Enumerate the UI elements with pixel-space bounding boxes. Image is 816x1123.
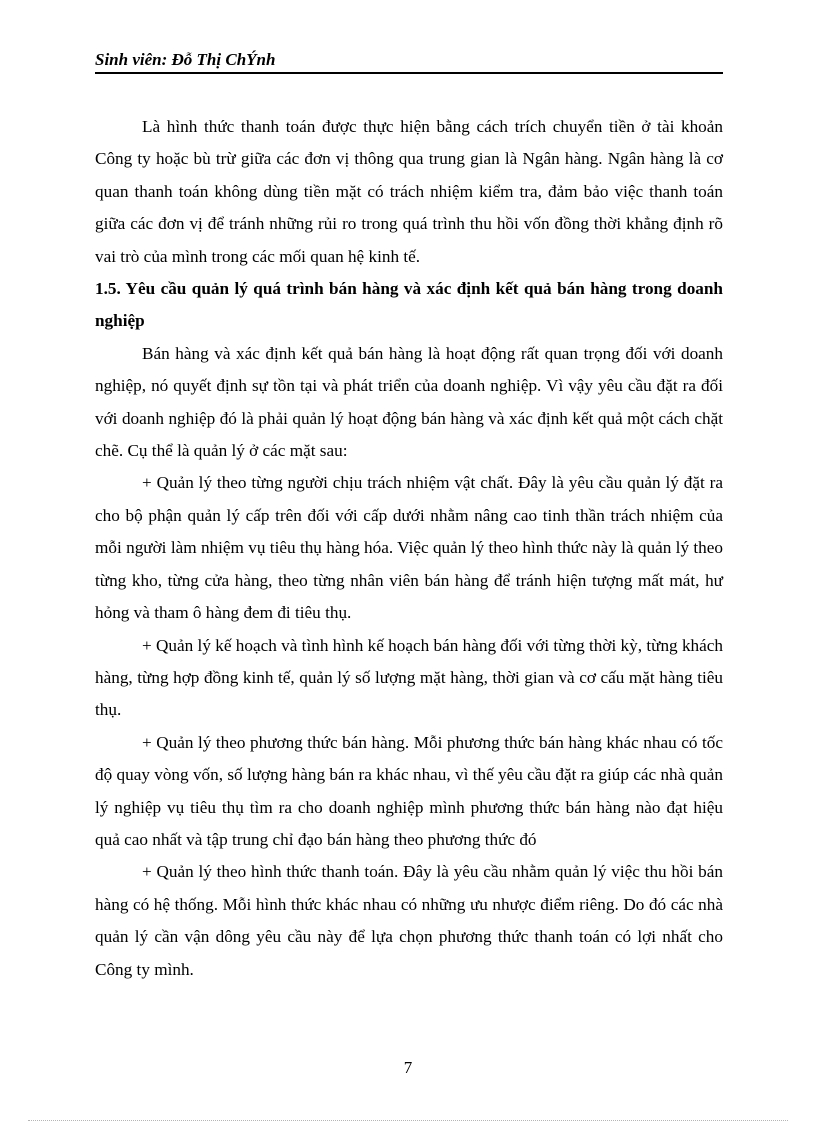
paragraph-sales-importance: Bán hàng và xác định kết quả bán hàng là hoạt động rất quan trọng đối với doanh nghiệp, nó quyết định sự tồn tại và phát triển của doanh nghiệp. Vì vậy yêu cầu đặt ra đối với doanh nghiệp đó là phải quản lý hoạt động bán hàng và xác định kết quả một cách chặt chẽ. Cụ thể là quản lý ở các mặt sau: <box>95 343 723 461</box>
section-heading: 1.5. Yêu cầu quản lý quá trình bán hàng và xác định kết quả bán hàng trong doanh nghiệp <box>95 279 723 331</box>
document-body <box>95 111 723 986</box>
paragraph-manage-by-payment: + Quản lý theo hình thức thanh toán. Đây là yêu cầu nhằm quản lý việc thu hồi bán hàng có hệ thống. Mỗi hình thức khác nhau có những ưu nhược điểm riêng. Do đó các nhà quản lý cần vận dông yêu cầu này để lựa chọn phương thức thanh toán có lợi nhất cho Công ty mình. <box>95 862 723 979</box>
footer-dotted-line <box>28 1120 788 1121</box>
paragraph-bank-transfer: Là hình thức thanh toán được thực hiện bằng cách trích chuyển tiền ở tài khoản Công ty hoặc bù trừ giữa các đơn vị thông qua trung gian là Ngân hàng. Ngân hàng là cơ quan thanh toán không dùng tiền mặt có trách nhiệm kiểm tra, đảm bảo việc thanh toán giữa các đơn vị để tránh những rủi ro trong quá trình thu hồi vốn đồng thời khẳng định rõ vai trò của mình trong các mối quan hệ kinh tế. <box>95 117 723 266</box>
page-header <box>95 50 723 70</box>
student-name-header: Sinh viên: Đỗ Thị ChÝnh <box>95 50 276 69</box>
paragraph-manage-by-method: + Quản lý theo phương thức bán hàng. Mỗi phương thức bán hàng khác nhau có tốc độ quay vòng vốn, số lượng hàng bán ra khác nhau, vì thế yêu cầu đặt ra giúp các nhà quản lý nghiệp vụ tiêu thụ tìm ra cho doanh nghiệp mình phương thức bán hàng nào đạt hiệu quả cao nhất và tập trung chỉ đạo bán hàng theo phương thức đó <box>95 732 723 849</box>
page-number: 7 <box>403 1058 413 1077</box>
header-rule <box>95 72 723 74</box>
paragraph-manage-by-plan: + Quản lý kế hoạch và tình hình kế hoạch bán hàng đối với từng thời kỳ, từng khách hàng, từng hợp đồng kinh tế, quản lý số lượng mặt hàng, thời gian và cơ cấu mặt hàng tiêu thụ. <box>95 635 723 720</box>
paragraph-manage-by-person: + Quản lý theo từng người chịu trách nhiệm vật chất. Đây là yêu cầu quản lý đặt ra cho bộ phận quản lý cấp trên đối với cấp dưới nhằm nâng cao tinh thần trách nhiệm của mỗi người làm nhiệm vụ tiêu thụ hàng hóa. Việc quản lý theo hình thức này là quản lý theo từng kho, từng cửa hàng, theo từng nhân viên bán hàng để tránh hiện tượng mất mát, hư hỏng và tham ô hàng đem đi tiêu thụ. <box>95 473 723 623</box>
